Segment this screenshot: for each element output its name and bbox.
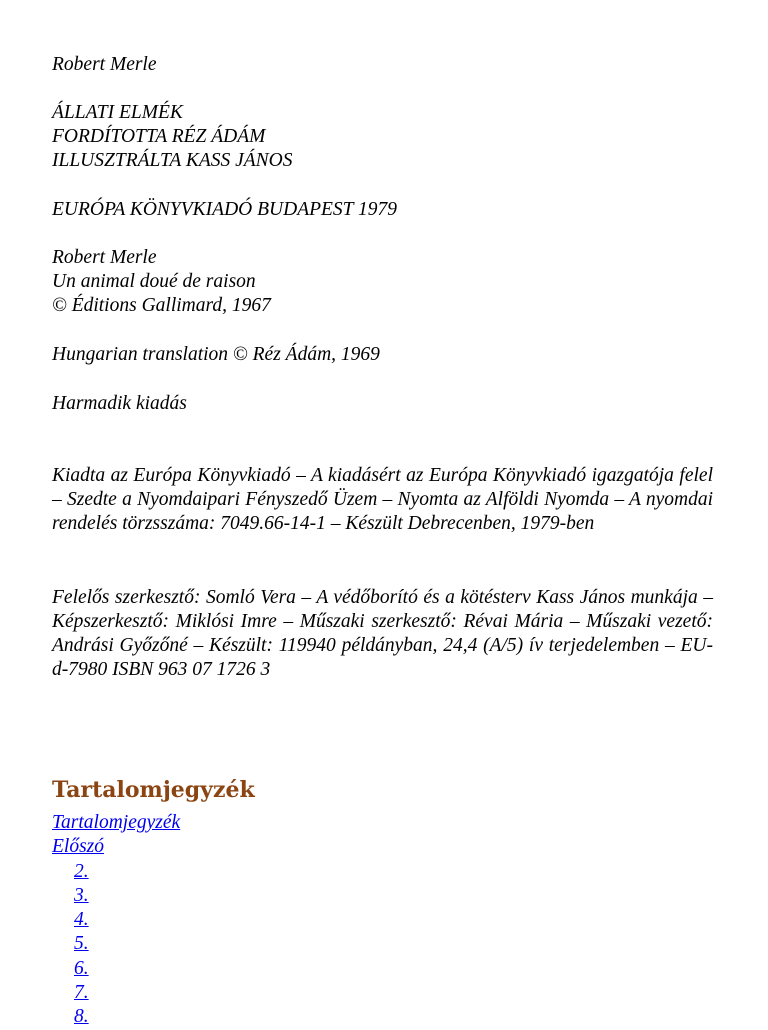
toc-link-chapter-2[interactable]: 2. (74, 860, 89, 882)
toc-item (52, 957, 180, 981)
toc-item (52, 884, 180, 908)
toc-item (52, 932, 180, 956)
author-line: Robert Merle (52, 54, 157, 75)
colophon-credits: Felelős szerkesztő: Somló Vera – A védőborító és a kötésterv Kass János munkája – Képszerkesztő: Miklósi Imre – Műszaki szerkesztő: Révai Mária – Műszaki vezető: Andrási Győzőné – Készült: 119940 példányban, 24,4 (A/5) ív terjedelemben – EU-d-7980 ISBN 963 07 1726 3 (52, 587, 713, 680)
title-block (52, 101, 713, 173)
book-title: ÁLLATI ELMÉK (52, 102, 183, 123)
translator-line: FORDÍTOTTA RÉZ ÁDÁM (52, 126, 266, 147)
original-title: Un animal doué de raison (52, 271, 256, 292)
toc-link-chapter-8[interactable]: 8. (74, 1006, 89, 1028)
colophon-printing: Kiadta az Európa Könyvkiadó – A kiadásért az Európa Könyvkiadó igazgatója felel – Szedte a Nyomdaipari Fényszedő Üzem – Nyomta az Alföldi Nyomda – A nyomdai rendelés törzsszáma: 7049.66-14-1 – Készült Debrecenben, 1979-ben (52, 465, 713, 534)
toc-link-chapter-6[interactable]: 6. (74, 957, 89, 979)
toc-link-foreword[interactable]: Előszó (52, 836, 105, 858)
toc-heading: Tartalomjegyzék (52, 777, 255, 803)
toc-item (52, 908, 180, 932)
toc-item (52, 1005, 180, 1029)
toc-link-chapter-3[interactable]: 3. (74, 884, 89, 906)
illustrator-line: ILLUSZTRÁLTA KASS JÁNOS (52, 150, 293, 171)
toc-link-chapter-5[interactable]: 5. (74, 933, 89, 955)
original-copyright: © Éditions Gallimard, 1967 (52, 295, 271, 316)
toc-item (52, 835, 180, 859)
toc-item (52, 981, 180, 1005)
original-edition-block (52, 246, 713, 318)
toc-item (52, 811, 180, 835)
publisher-line: EURÓPA KÖNYVKIADÓ BUDAPEST 1979 (52, 199, 398, 220)
toc-link-contents[interactable]: Tartalomjegyzék (52, 812, 181, 833)
toc-item (52, 860, 180, 884)
edition-line: Harmadik kiadás (52, 393, 187, 414)
toc-link-chapter-4[interactable]: 4. (74, 909, 89, 931)
original-author: Robert Merle (52, 247, 157, 268)
translation-copyright: Hungarian translation © Réz Ádám, 1969 (52, 344, 380, 365)
toc-list (52, 811, 180, 1030)
toc-link-chapter-7[interactable]: 7. (74, 982, 89, 1004)
